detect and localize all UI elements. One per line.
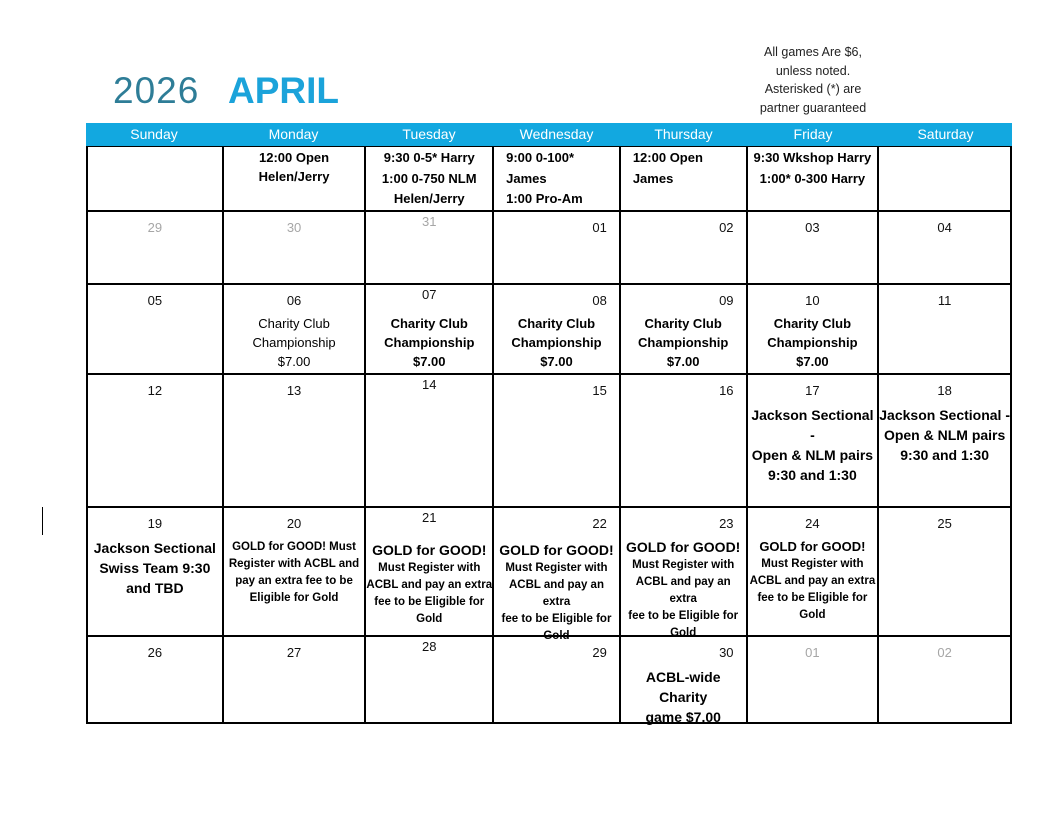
day-cell — [748, 212, 880, 283]
day-cell — [621, 212, 748, 283]
day-cell — [748, 375, 880, 506]
day-cell — [224, 637, 367, 722]
day-cell — [366, 637, 494, 722]
schedule-cell-sunday — [88, 147, 224, 210]
schedule-cell-thursday — [621, 147, 748, 210]
gold-for-good-event: GOLD for GOOD! Must Register with ACBL and pay an extra fee to be Eligible for Gold — [749, 539, 876, 621]
day-number: 05 — [147, 293, 163, 308]
day-cell — [366, 508, 494, 635]
day-cell — [494, 508, 621, 642]
week-row-3 — [88, 375, 1012, 508]
day-cell — [88, 508, 224, 635]
day-number: 02 — [719, 220, 734, 235]
day-number: 29 — [592, 645, 607, 660]
weekday-wednesday: Wednesday — [519, 126, 594, 142]
day-number: 21 — [422, 510, 437, 525]
day-number: 09 — [719, 293, 734, 308]
day-cell — [88, 285, 224, 373]
day-cell — [879, 637, 1012, 722]
day-cell — [879, 375, 1012, 506]
day-number: 29 — [147, 220, 163, 235]
weekday-header — [86, 123, 1012, 146]
charity-event: Charity Club Championship $7.00 — [767, 316, 858, 369]
day-number: 03 — [805, 220, 820, 235]
day-number: 15 — [592, 383, 607, 398]
schedule-friday: 9:30 Wkshop Harry 1:00* 0-300 Harry — [753, 150, 872, 186]
week-row-2 — [88, 285, 1012, 375]
jackson-pairs-event: Jackson Sectional - Open & NLM pairs 9:30 and 1:30 — [751, 407, 874, 483]
day-cell — [879, 212, 1012, 283]
day-number: 31 — [422, 214, 437, 229]
day-number: 28 — [422, 639, 437, 654]
day-cell — [494, 212, 621, 283]
weekly-schedule-row — [88, 147, 1012, 212]
month-title: APRIL — [228, 70, 339, 111]
day-cell — [494, 375, 621, 506]
day-cell — [879, 508, 1012, 635]
week-row-5 — [88, 637, 1012, 724]
charity-event: Charity Club Championship $7.00 — [252, 316, 336, 369]
day-cell — [748, 637, 880, 722]
day-number: 18 — [937, 383, 952, 398]
note-line: Asterisked (*) are — [764, 82, 862, 96]
day-number: 30 — [286, 220, 302, 235]
day-cell — [621, 285, 748, 373]
day-number: 27 — [286, 645, 302, 660]
text-cursor — [42, 507, 43, 535]
day-number: 16 — [719, 383, 734, 398]
pricing-note — [740, 43, 886, 117]
day-cell — [224, 212, 367, 283]
gold-for-good-event: GOLD for GOOD! Must Register with ACBL and pay an extra fee to be Eligible for Gold — [626, 539, 741, 639]
schedule-monday: 12:00 Open Helen/Jerry — [258, 150, 330, 184]
schedule-cell-monday — [224, 147, 367, 210]
day-number: 23 — [719, 516, 734, 531]
day-cell — [224, 375, 367, 506]
gold-for-good-event: GOLD for GOOD! Must Register with ACBL and pay an extra fee to be Eligible for Gold — [228, 541, 360, 604]
day-number: 02 — [937, 645, 952, 660]
schedule-cell-tuesday — [366, 147, 494, 210]
day-number: 04 — [937, 220, 952, 235]
day-cell — [88, 375, 224, 506]
day-cell — [621, 508, 748, 639]
gold-for-good-event: GOLD for GOOD! Must Register with ACBL and pay an extra fee to be Eligible for Gold — [499, 542, 614, 642]
day-cell — [621, 375, 748, 506]
day-number: 12 — [147, 383, 163, 398]
week-row-1 — [88, 212, 1012, 285]
day-cell — [88, 637, 224, 722]
acbl-charity-event: ACBL-wide Charity game $7.00 — [645, 669, 721, 725]
weekday-saturday: Saturday — [917, 126, 974, 142]
day-number: 22 — [592, 516, 607, 531]
schedule-thursday: 12:00 Open James — [632, 150, 703, 186]
note-line: partner guaranteed — [759, 100, 867, 115]
gold-for-good-event: GOLD for GOOD! Must Register with ACBL and pay an extra fee to be Eligible for Gold — [366, 542, 493, 625]
day-number: 30 — [719, 645, 734, 660]
day-number: 13 — [286, 383, 302, 398]
weekday-sunday: Sunday — [130, 126, 178, 142]
calendar — [86, 123, 1012, 724]
day-number: 01 — [592, 220, 607, 235]
day-number: 26 — [147, 645, 163, 660]
day-number: 07 — [422, 287, 437, 302]
day-number: 11 — [937, 293, 952, 308]
day-cell — [621, 637, 748, 725]
day-cell — [366, 375, 494, 506]
day-number: 20 — [286, 516, 302, 531]
schedule-wednesday: 9:00 0-100* James 1:00 Pro-Am — [506, 150, 583, 206]
charity-event: Charity Club Championship $7.00 — [638, 316, 729, 369]
day-cell — [494, 637, 621, 722]
schedule-cell-wednesday — [494, 147, 621, 210]
charity-event: Charity Club Championship $7.00 — [511, 316, 602, 369]
schedule-tuesday: 9:30 0-5* Harry 1:00 0-750 NLM Helen/Jerry — [381, 150, 477, 206]
charity-event: Charity Club Championship $7.00 — [384, 316, 475, 369]
day-number: 14 — [422, 377, 437, 392]
day-number: 17 — [805, 383, 820, 398]
day-cell — [366, 285, 494, 373]
day-number: 25 — [937, 516, 952, 531]
day-number: 08 — [592, 293, 607, 308]
day-number: 24 — [805, 516, 820, 531]
day-cell — [748, 508, 880, 635]
schedule-cell-saturday — [879, 147, 1012, 210]
schedule-cell-friday — [748, 147, 880, 210]
jackson-pairs-event: Jackson Sectional - Open & NLM pairs 9:30 and 1:30 — [879, 407, 1010, 463]
day-number: 06 — [286, 293, 302, 308]
day-number: 10 — [805, 293, 820, 308]
note-line: unless noted. — [775, 63, 851, 78]
day-cell — [748, 285, 880, 373]
day-number: 19 — [147, 516, 163, 531]
weekday-friday: Friday — [793, 126, 833, 142]
weekday-monday: Monday — [268, 126, 319, 142]
year-title: 2026 — [113, 70, 200, 111]
jackson-swiss-event: Jackson Sectional Swiss Team 9:30 and TBD — [93, 540, 216, 596]
note-line: All games Are $6, — [764, 45, 862, 59]
day-cell — [224, 285, 367, 373]
calendar-grid — [86, 146, 1012, 724]
day-number: 01 — [805, 645, 820, 660]
day-cell — [494, 285, 621, 373]
day-cell — [224, 508, 367, 635]
weekday-thursday: Thursday — [654, 126, 713, 142]
day-cell — [366, 212, 494, 283]
week-row-4 — [88, 508, 1012, 642]
weekday-tuesday: Tuesday — [402, 126, 456, 142]
day-cell — [879, 285, 1012, 373]
day-cell — [88, 212, 224, 283]
